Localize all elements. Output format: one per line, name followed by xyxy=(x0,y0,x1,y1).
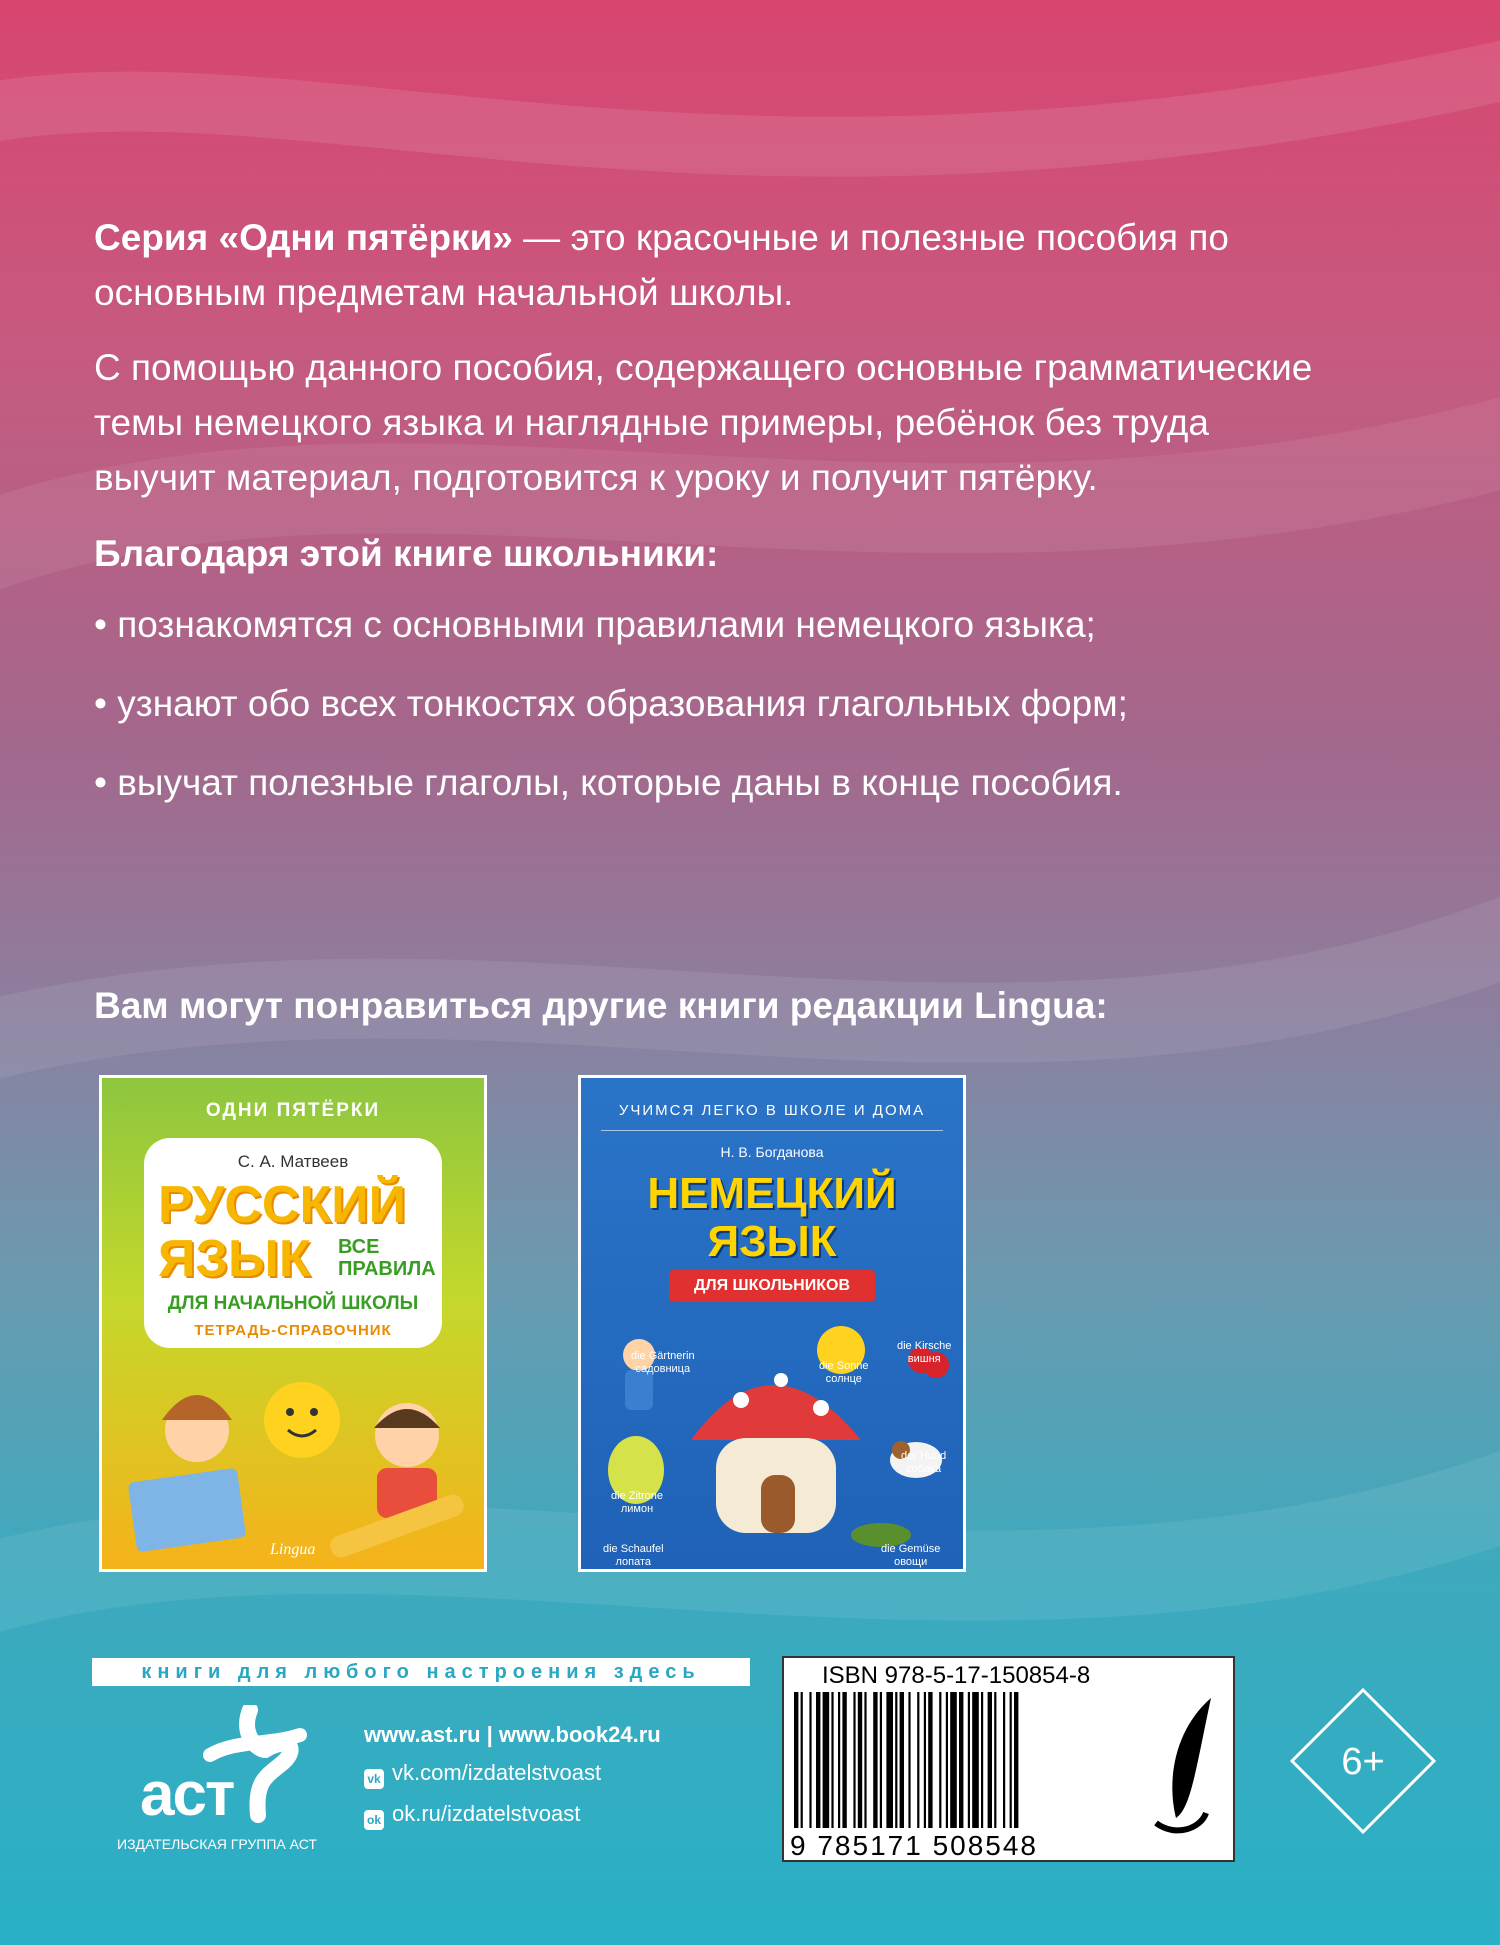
intro-paragraph xyxy=(94,210,1344,320)
barcode-bar xyxy=(928,1692,932,1828)
barcode-bar xyxy=(1010,1692,1012,1828)
isbn-number: ISBN 978-5-17-150854-8 xyxy=(822,1662,1091,1689)
vocab-label: die Zitrone лимон xyxy=(611,1490,663,1515)
barcode-bar xyxy=(823,1692,830,1828)
vk-link[interactable]: vk vk.com/izdatelstvoast xyxy=(364,1760,661,1789)
barcode-bar xyxy=(809,1692,811,1828)
barcode-bar xyxy=(900,1692,904,1828)
book-cover-german xyxy=(578,1075,966,1572)
book-title-line: ЯЗЫК xyxy=(707,1217,837,1266)
vocab-label: der Hund собака xyxy=(901,1450,947,1475)
publisher-links xyxy=(364,1722,661,1842)
barcode-bar xyxy=(1014,1692,1018,1828)
book-audience: ДЛЯ НАЧАЛЬНОЙ ШКОЛЫ xyxy=(167,1293,419,1314)
barcode xyxy=(782,1656,1235,1862)
barcode-bar xyxy=(842,1692,846,1828)
barcode-bar xyxy=(838,1692,840,1828)
ast-logo-text: аст xyxy=(140,1760,234,1829)
book-format: ТЕТРАДЬ-СПРАВОЧНИК xyxy=(194,1322,392,1339)
recommend-heading: Вам могут понравиться другие книги редакции Lingua: xyxy=(94,985,1108,1026)
vocab-label: die Schaufel лопата xyxy=(603,1543,664,1568)
barcode-bar xyxy=(816,1692,820,1828)
book-ribbon: ДЛЯ ШКОЛЬНИКОВ xyxy=(669,1270,875,1302)
book-title-line: ЯЗЫК xyxy=(158,1230,311,1288)
barcode-bar xyxy=(794,1692,798,1828)
book-author: С. А. Матвеев xyxy=(237,1152,349,1171)
barcode-bar xyxy=(939,1692,941,1828)
book-title xyxy=(581,1170,963,1266)
book-title-line: РУССКИЙ xyxy=(158,1176,406,1234)
book-cover-russian xyxy=(99,1075,487,1572)
children-illustration xyxy=(102,1350,487,1570)
barcode-bar xyxy=(924,1692,926,1828)
benefit-item: • выучат полезные глаголы, которые даны в конце пособия. xyxy=(94,762,1123,803)
ast-logo xyxy=(140,1705,310,1830)
tagline-banner: книги для любого настроения здесь xyxy=(92,1658,750,1686)
benefit-item: • узнают обо всех тонкостях образования глагольных форм; xyxy=(94,683,1128,724)
ast-logo-caption: ИЗДАТЕЛЬСКАЯ ГРУППА АСТ xyxy=(117,1836,317,1852)
lingua-quill-icon xyxy=(1146,1688,1226,1838)
barcode-bar xyxy=(908,1692,910,1828)
age-rating-text: 6+ xyxy=(1341,1741,1385,1783)
series-description: — это красочные и полезные пособия по основным предметам начальной школы. xyxy=(94,217,1229,313)
barcode-bar xyxy=(917,1692,919,1828)
vocab-label: die Gemüse овощи xyxy=(881,1543,941,1568)
barcode-bar xyxy=(880,1692,882,1828)
series-name: Серия «Одни пятёрки» xyxy=(94,217,513,258)
benefit-item: • познакомятся с основными правилами немецкого языка; xyxy=(94,604,1096,645)
book-series: ОДНИ ПЯТЁРКИ xyxy=(205,1100,381,1121)
book-series: УЧИМСЯ ЛЕГКО В ШКОЛЕ И ДОМА xyxy=(618,1102,926,1119)
barcode-bar xyxy=(858,1692,862,1828)
barcode-bar xyxy=(959,1692,963,1828)
barcode-bar xyxy=(864,1692,866,1828)
barcode-bar xyxy=(1003,1692,1005,1828)
barcode-number: 9 785171 508548 xyxy=(790,1830,1038,1861)
barcode-bars xyxy=(794,1692,1124,1828)
ok-link[interactable]: ok ok.ru/izdatelstvoast xyxy=(364,1801,661,1830)
website-links[interactable]: www.ast.ru | www.book24.ru xyxy=(364,1722,661,1747)
barcode-bar xyxy=(873,1692,877,1828)
vocab-label: die Gärtnerin садовница xyxy=(631,1350,695,1375)
barcode-bar xyxy=(994,1692,996,1828)
vocab-label: die Sonne солнце xyxy=(819,1360,869,1385)
book-title-card xyxy=(144,1138,442,1348)
age-rating-badge xyxy=(1288,1686,1438,1836)
barcode-bar xyxy=(801,1692,803,1828)
barcode-bar xyxy=(968,1692,970,1828)
barcode-bar xyxy=(946,1692,948,1828)
method-paragraph: С помощью данного пособия, содержащего основные грамматические темы немецкого языка и наглядные примеры, ребёнок без труда выучит материал, подготовится к уроку и получит пятёрку. xyxy=(94,347,1313,498)
barcode-bar xyxy=(988,1692,992,1828)
barcode-bar xyxy=(972,1692,979,1828)
description-block xyxy=(94,210,1344,834)
ok-icon: ok xyxy=(364,1810,384,1830)
book-title-line: НЕМЕЦКИЙ xyxy=(647,1169,897,1218)
barcode-bar xyxy=(950,1692,957,1828)
barcode-bar xyxy=(831,1692,833,1828)
barcode-bar xyxy=(895,1692,897,1828)
barcode-bar xyxy=(853,1692,855,1828)
vk-icon: vk xyxy=(364,1769,384,1789)
publisher-logo: Lingua xyxy=(270,1541,316,1558)
barcode-bar xyxy=(981,1692,983,1828)
divider xyxy=(601,1130,943,1131)
book-subtitle: ВСЕ ПРАВИЛА xyxy=(338,1236,436,1280)
vocab-label: die Kirsche вишня xyxy=(897,1340,952,1365)
barcode-bar xyxy=(886,1692,893,1828)
benefits-heading: Благодаря этой книге школьники: xyxy=(94,533,719,574)
book-author: Н. В. Богданова xyxy=(720,1144,824,1160)
